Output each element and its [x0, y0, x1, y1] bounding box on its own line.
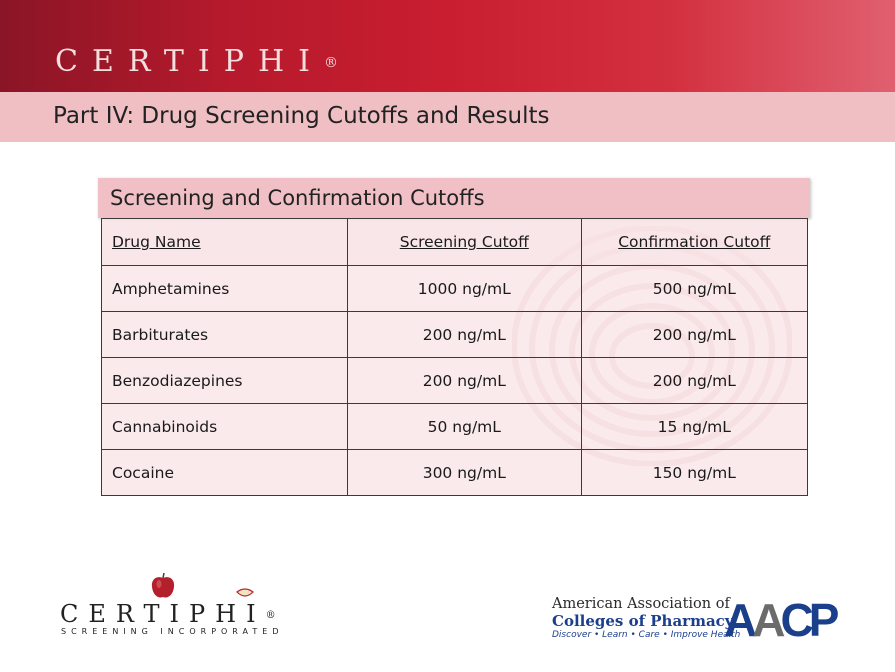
header-logo-text: CERTIPHI	[55, 44, 324, 79]
apple-slice-icon	[236, 588, 254, 598]
aacp-footer-logo	[552, 592, 852, 652]
aacp-tagline: Discover • Learn • Care • Improve Health	[552, 630, 741, 640]
table-row	[102, 404, 808, 450]
table-row	[102, 312, 808, 358]
header-band	[0, 0, 895, 92]
table-row	[102, 266, 808, 312]
title-band	[0, 92, 895, 142]
column-header-confirmation-cutoff: Confirmation Cutoff	[581, 219, 807, 266]
slide-title: Part IV: Drug Screening Cutoffs and Results	[53, 103, 550, 129]
confirmation-cutoff-cell: 200 ng/mL	[581, 312, 807, 358]
apple-icon	[150, 572, 176, 600]
table-header-row	[102, 219, 808, 266]
certiphi-wordmark	[60, 600, 276, 628]
column-header-drug-name: Drug Name	[102, 219, 348, 266]
header-logo	[55, 44, 338, 79]
column-header-screening-cutoff: Screening Cutoff	[348, 219, 582, 266]
table-row	[102, 358, 808, 404]
screening-cutoff-cell: 50 ng/mL	[348, 404, 582, 450]
screening-cutoff-cell: 1000 ng/mL	[348, 266, 582, 312]
confirmation-cutoff-cell: 15 ng/mL	[581, 404, 807, 450]
registered-mark: ®	[323, 55, 338, 71]
registered-mark: ®	[265, 610, 276, 621]
card-header	[98, 178, 810, 218]
confirmation-cutoff-cell: 500 ng/mL	[581, 266, 807, 312]
drug-name-cell: Cannabinoids	[102, 404, 348, 450]
aacp-mark-a2: A	[752, 594, 781, 646]
certiphi-tagline: SCREENING INCORPORATED	[61, 627, 284, 636]
aacp-mark-cp: CP	[780, 594, 835, 646]
table-row	[102, 450, 808, 496]
card-title: Screening and Confirmation Cutoffs	[110, 186, 485, 210]
drug-name-cell: Barbiturates	[102, 312, 348, 358]
drug-name-cell: Cocaine	[102, 450, 348, 496]
drug-name-cell: Amphetamines	[102, 266, 348, 312]
certiphi-footer-logo	[58, 570, 288, 640]
aacp-line-2: Colleges of Pharmacy	[552, 612, 734, 630]
screening-cutoff-cell: 200 ng/mL	[348, 312, 582, 358]
confirmation-cutoff-cell: 200 ng/mL	[581, 358, 807, 404]
cutoffs-table	[101, 218, 808, 496]
screening-cutoff-cell: 200 ng/mL	[348, 358, 582, 404]
drug-name-cell: Benzodiazepines	[102, 358, 348, 404]
aacp-line-1: American Association of	[552, 596, 730, 612]
confirmation-cutoff-cell: 150 ng/mL	[581, 450, 807, 496]
aacp-monogram	[724, 594, 834, 646]
aacp-mark-a1: A	[724, 594, 753, 646]
screening-cutoff-cell: 300 ng/mL	[348, 450, 582, 496]
certiphi-name: CERTIPHI	[60, 600, 266, 628]
